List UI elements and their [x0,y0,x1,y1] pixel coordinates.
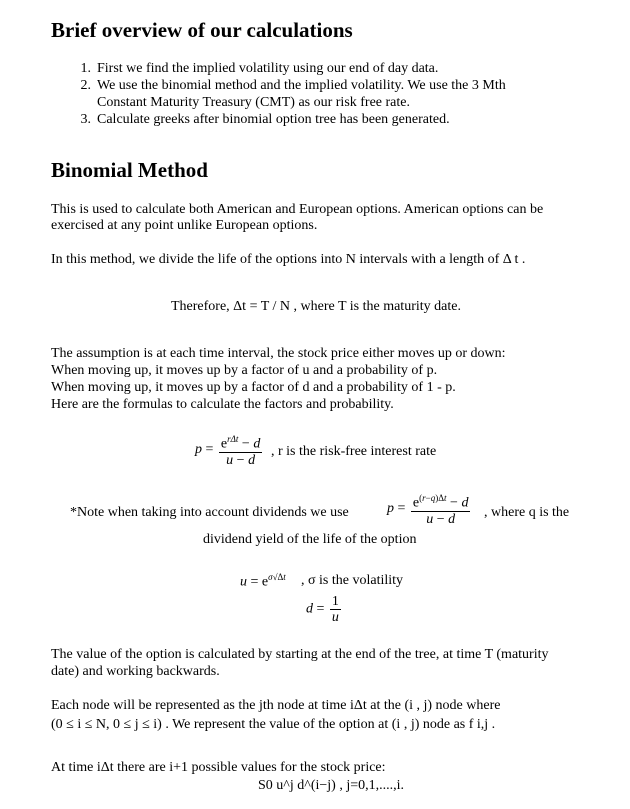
dividend-note-suffix: , where q is the [484,505,570,520]
assumption-line: The assumption is at each time interval, the stock price either moves up or down: [51,346,506,361]
time-paragraph: At time iΔt there are i+1 possible values for the stock price: [51,760,386,775]
divide-paragraph: In this method, we divide the life of the options into N intervals with a length of Δ t . [51,252,526,267]
value-paragraph-line2: date) and working backwards. [51,664,220,679]
p-formula: p = $\frac{e^{r\Delta t} - d}{u - d}$ [195,434,261,468]
section-title-overview: Brief overview of our calculations [51,18,353,42]
value-paragraph-line1: The value of the option is calculated by starting at the end of the tree, at time T (maturity [51,647,549,662]
dividend-note-line2: dividend yield of the life of the option [203,532,417,547]
section-title-binomial: Binomial Method [51,158,208,182]
dividend-note-prefix: *Note when taking into account dividends we use [70,505,349,520]
u-formula: $u = e^{\sigma√\Delta t}$ [240,572,286,590]
assumption-line: Here are the formulas to calculate the factors and probability. [51,397,394,412]
dividend-p-formula: p = $\frac{e^{(r-q)\Delta t} - d}{u - d}$ [387,493,469,527]
therefore-formula: Therefore, Δt = T / N , where T is the maturity date. [171,299,461,314]
stock-price-formula: S0 u^j d^(i−j) , j=0,1,....,i. [258,778,404,793]
node-paragraph-line1: Each node will be represented as the jth node at time iΔt at the (i , j) node where [51,698,501,713]
intro-paragraph-line2: exercised at any point unlike European options. [51,218,318,233]
u-formula-note: , σ is the volatility [301,573,404,588]
assumption-line: When moving up, it moves up by a factor of d and a probability of 1 - p. [51,380,456,395]
assumption-line: When moving up, it moves up by a factor of u and a probability of p. [51,363,438,378]
p-formula-note: , r is the risk-free interest rate [271,444,437,459]
d-formula: d = $\frac{1}{u}$ [306,594,339,625]
intro-paragraph-line1: This is used to calculate both American and European options. American options can be [51,202,544,217]
node-paragraph-line2: (0 ≤ i ≤ N, 0 ≤ j ≤ i) . We represent the value of the option at (i , j) node as f i,j . [51,717,496,732]
